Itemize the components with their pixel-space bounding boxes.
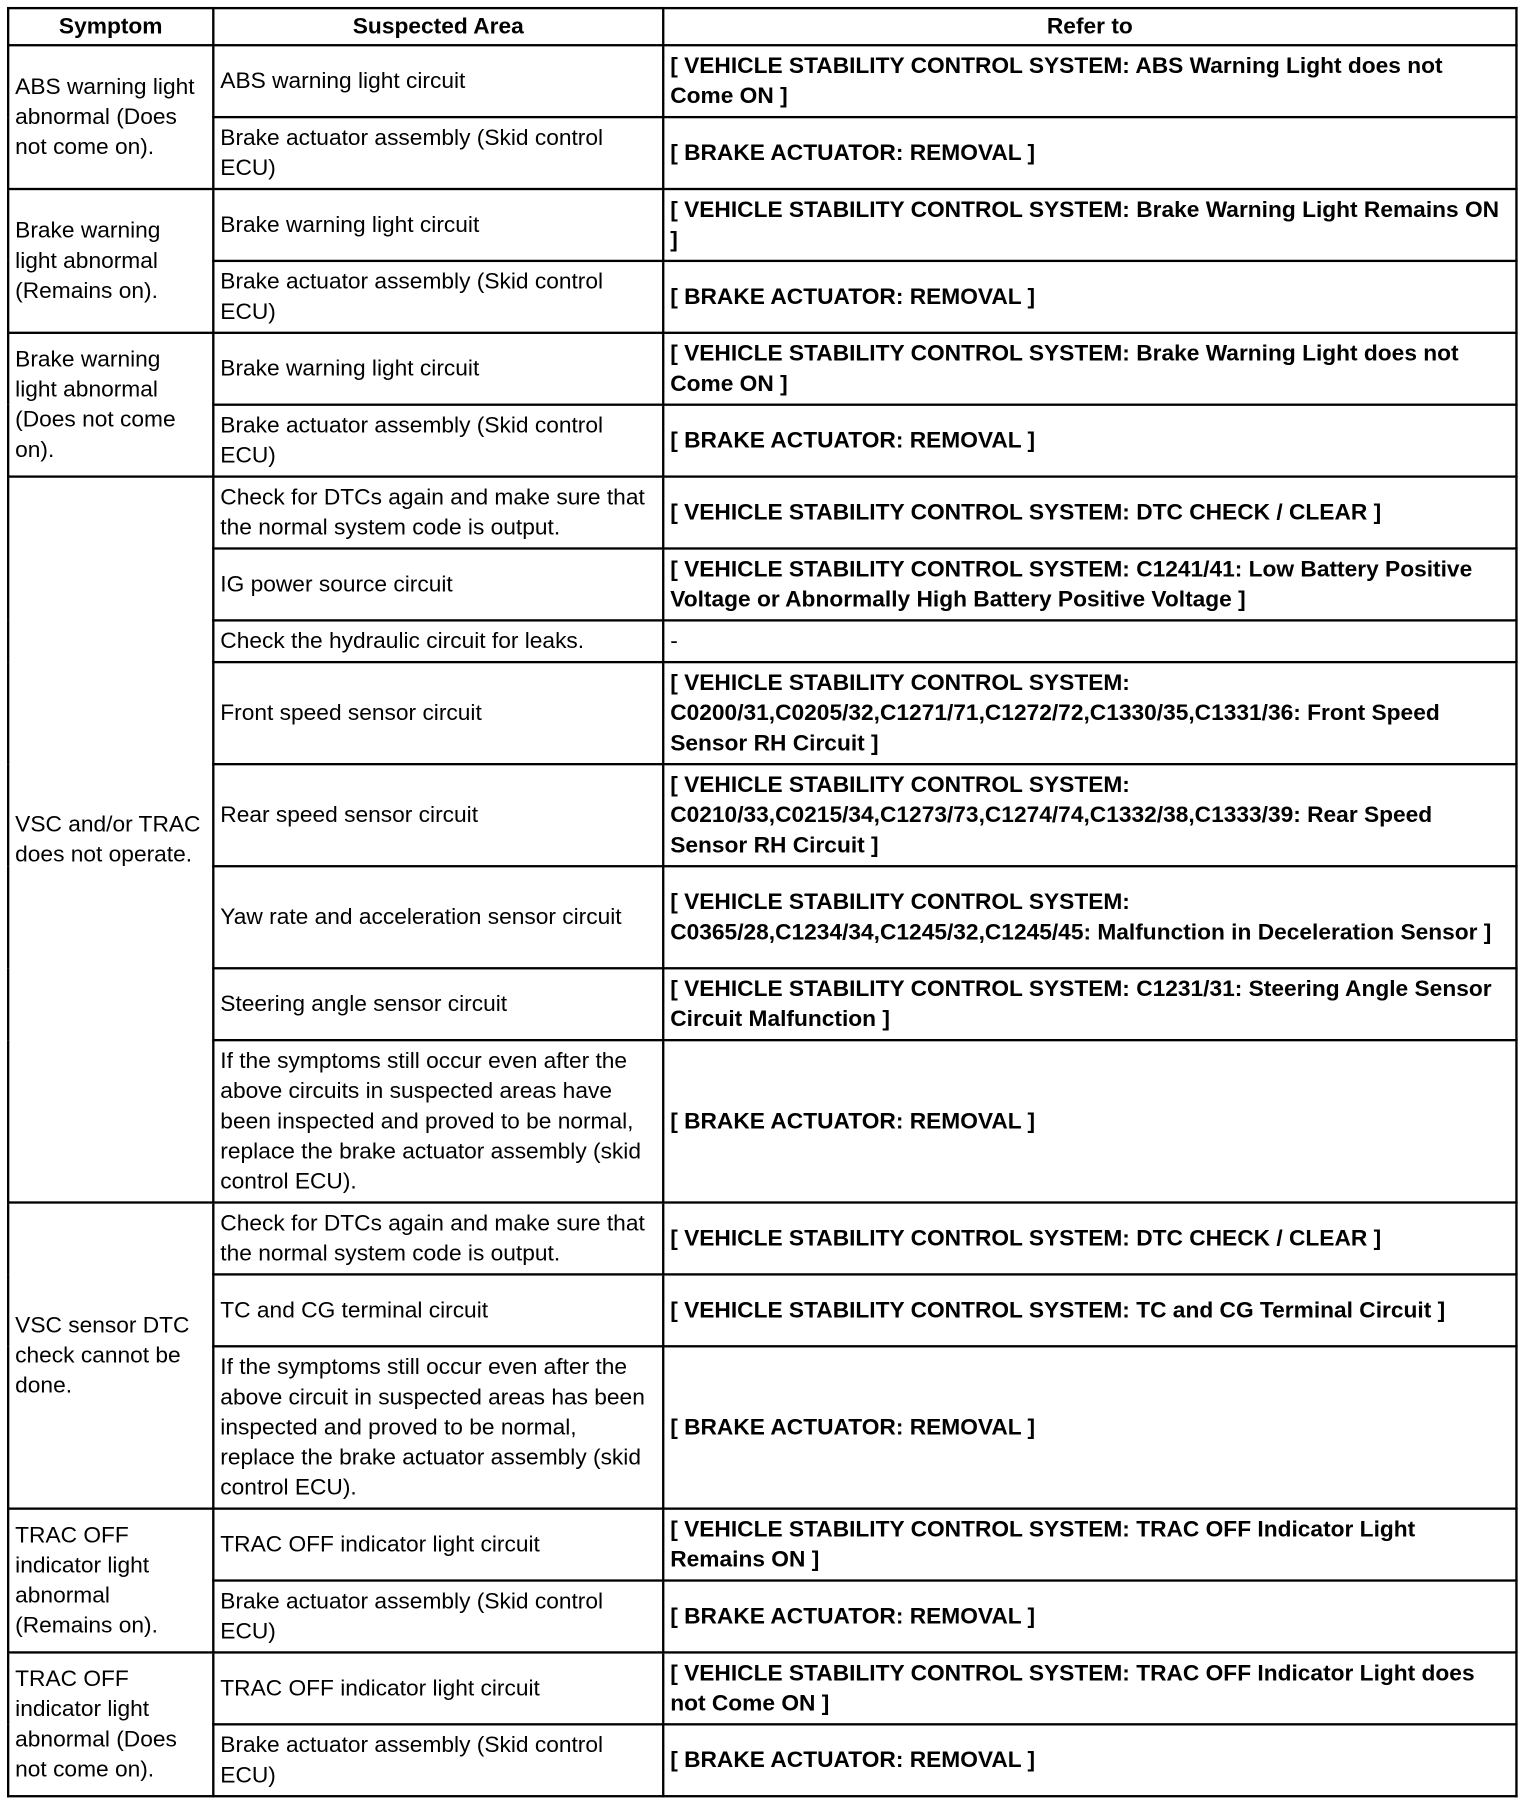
suspected-area-cell: Brake actuator assembly (Skid control ECU) [213,1581,663,1653]
refer-to-link[interactable]: [ VEHICLE STABILITY CONTROL SYSTEM: DTC CHECK / CLEAR ] [663,1203,1516,1275]
suspected-area-cell: IG power source circuit [213,548,663,620]
table-row [8,1346,1516,1508]
symptom-cell: TRAC OFF indicator light abnormal (Does not come on). [8,1652,213,1796]
refer-to-link[interactable]: [ VEHICLE STABILITY CONTROL SYSTEM: ABS Warning Light does not Come ON ] [663,45,1516,117]
table-row [8,405,1516,477]
refer-to-link[interactable]: [ VEHICLE STABILITY CONTROL SYSTEM: TC and CG Terminal Circuit ] [663,1274,1516,1346]
header-refer-to: Refer to [663,8,1516,45]
refer-to-link[interactable]: [ BRAKE ACTUATOR: REMOVAL ] [663,1581,1516,1653]
table-row [8,662,1516,764]
refer-to-link[interactable]: [ BRAKE ACTUATOR: REMOVAL ] [663,117,1516,189]
suspected-area-cell: Rear speed sensor circuit [213,764,663,866]
refer-to-link[interactable]: [ VEHICLE STABILITY CONTROL SYSTEM: TRAC OFF Indicator Light does not Come ON ] [663,1652,1516,1724]
suspected-area-cell: Brake actuator assembly (Skid control ECU) [213,261,663,333]
suspected-area-cell: Brake warning light circuit [213,189,663,261]
table-row [8,117,1516,189]
refer-to-link[interactable]: [ VEHICLE STABILITY CONTROL SYSTEM: C1231/31: Steering Angle Sensor Circuit Malfunction ] [663,968,1516,1040]
symptom-cell: TRAC OFF indicator light abnormal (Remains on). [8,1509,213,1653]
suspected-area-cell: TRAC OFF indicator light circuit [213,1652,663,1724]
table-row [8,189,1516,261]
suspected-area-cell: Brake actuator assembly (Skid control ECU) [213,117,663,189]
suspected-area-cell: Yaw rate and acceleration sensor circuit [213,866,663,968]
problem-symptoms-table [7,7,1518,1797]
suspected-area-cell: TRAC OFF indicator light circuit [213,1509,663,1581]
symptom-cell: VSC and/or TRAC does not operate. [8,477,213,1203]
table-row [8,45,1516,117]
table-row [8,968,1516,1040]
suspected-area-cell: Brake actuator assembly (Skid control ECU) [213,1724,663,1796]
header-suspected-area: Suspected Area [213,8,663,45]
header-symptom: Symptom [8,8,213,45]
table-row [8,764,1516,866]
suspected-area-cell: Brake actuator assembly (Skid control ECU) [213,405,663,477]
table-row [8,1203,1516,1275]
refer-to-link[interactable]: [ BRAKE ACTUATOR: REMOVAL ] [663,405,1516,477]
suspected-area-cell: Steering angle sensor circuit [213,968,663,1040]
suspected-area-cell: If the symptoms still occur even after the above circuits in suspected areas have been inspected and proved to be normal, replace the brake actuator assembly (skid control ECU). [213,1040,663,1202]
table-header-row [8,8,1516,45]
symptom-cell: ABS warning light abnormal (Does not come on). [8,45,213,189]
refer-to-cell: - [663,620,1516,662]
table-row [8,620,1516,662]
suspected-area-cell: If the symptoms still occur even after the above circuit in suspected areas has been inspected and proved to be normal, replace the brake actuator assembly (skid control ECU). [213,1346,663,1508]
table-row [8,333,1516,405]
refer-to-link[interactable]: [ BRAKE ACTUATOR: REMOVAL ] [663,1040,1516,1202]
table-row [8,477,1516,549]
suspected-area-cell: Brake warning light circuit [213,333,663,405]
refer-to-link[interactable]: [ VEHICLE STABILITY CONTROL SYSTEM: C0210/33,C0215/34,C1273/73,C1274/74,C1332/38,C1333/39: Rear Speed Sensor RH Circuit ] [663,764,1516,866]
refer-to-link[interactable]: [ VEHICLE STABILITY CONTROL SYSTEM: DTC CHECK / CLEAR ] [663,477,1516,549]
table-row [8,1274,1516,1346]
table-row [8,1509,1516,1581]
suspected-area-cell: Check the hydraulic circuit for leaks. [213,620,663,662]
refer-to-link[interactable]: [ VEHICLE STABILITY CONTROL SYSTEM: C0200/31,C0205/32,C1271/71,C1272/72,C1330/35,C1331/36: Front Speed Sensor RH Circuit ] [663,662,1516,764]
table-row [8,1652,1516,1724]
suspected-area-cell: ABS warning light circuit [213,45,663,117]
suspected-area-cell: TC and CG terminal circuit [213,1274,663,1346]
refer-to-link[interactable]: [ VEHICLE STABILITY CONTROL SYSTEM: Brake Warning Light Remains ON ] [663,189,1516,261]
symptom-cell: VSC sensor DTC check cannot be done. [8,1203,213,1509]
symptom-cell: Brake warning light abnormal (Remains on). [8,189,213,333]
refer-to-link[interactable]: [ BRAKE ACTUATOR: REMOVAL ] [663,1724,1516,1796]
table-row [8,1040,1516,1202]
table-row [8,866,1516,968]
refer-to-link[interactable]: [ VEHICLE STABILITY CONTROL SYSTEM: C1241/41: Low Battery Positive Voltage or Abnormally High Battery Positive Voltage ] [663,548,1516,620]
suspected-area-cell: Check for DTCs again and make sure that the normal system code is output. [213,1203,663,1275]
symptom-cell: Brake warning light abnormal (Does not come on). [8,333,213,477]
refer-to-link[interactable]: [ BRAKE ACTUATOR: REMOVAL ] [663,1346,1516,1508]
table-row [8,1581,1516,1653]
table-row [8,261,1516,333]
suspected-area-cell: Check for DTCs again and make sure that the normal system code is output. [213,477,663,549]
table-row [8,1724,1516,1796]
refer-to-link[interactable]: [ VEHICLE STABILITY CONTROL SYSTEM: C0365/28,C1234/34,C1245/32,C1245/45: Malfunction in Deceleration Sensor ] [663,866,1516,968]
table-row [8,548,1516,620]
refer-to-link[interactable]: [ VEHICLE STABILITY CONTROL SYSTEM: TRAC OFF Indicator Light Remains ON ] [663,1509,1516,1581]
suspected-area-cell: Front speed sensor circuit [213,662,663,764]
refer-to-link[interactable]: [ BRAKE ACTUATOR: REMOVAL ] [663,261,1516,333]
refer-to-link[interactable]: [ VEHICLE STABILITY CONTROL SYSTEM: Brake Warning Light does not Come ON ] [663,333,1516,405]
